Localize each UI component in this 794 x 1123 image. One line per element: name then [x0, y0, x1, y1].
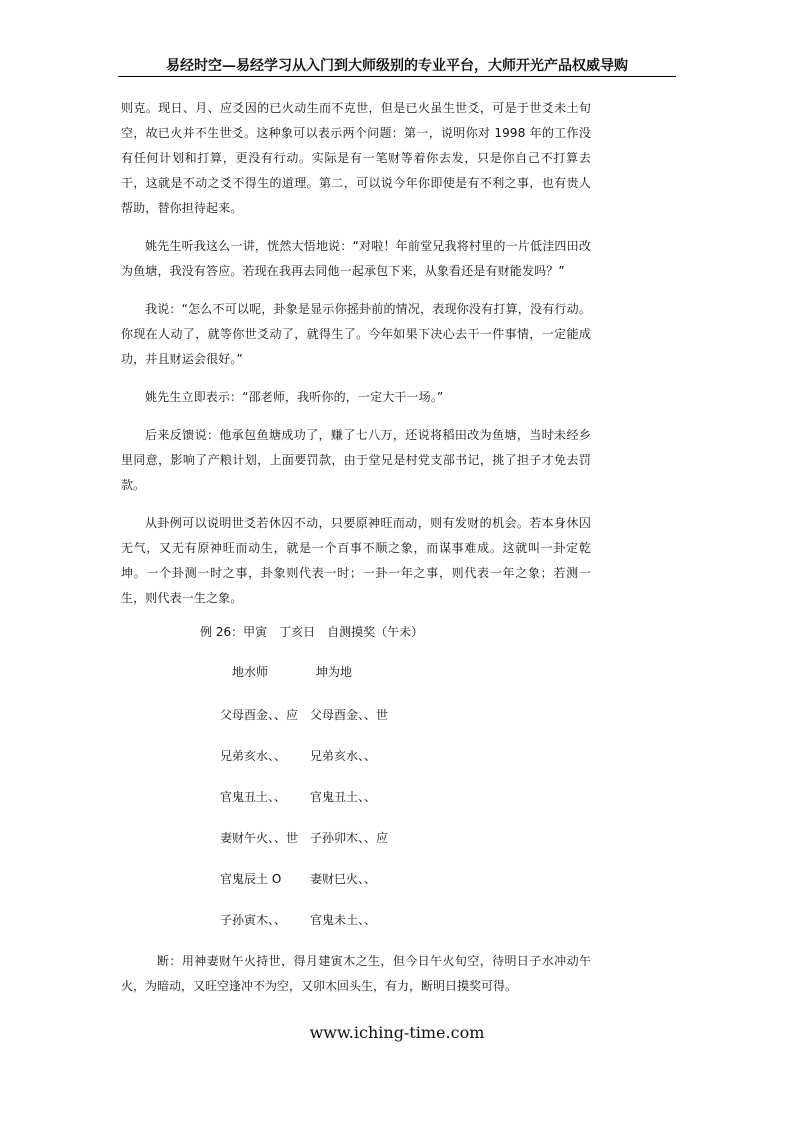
changed-line: 父母酉金、、世 — [310, 708, 389, 722]
original-line: 兄弟亥水、、 — [220, 749, 287, 763]
paragraph-4: 姚先生立即表示：“邵老师，我听你的，一定大干一场。” — [145, 390, 444, 404]
changed-line: 妻财巳火、、 — [310, 872, 377, 886]
paragraph-6: 从卦例可以说明世爻若休囚不动，只要原神旺而动，则有发财的机会。若本身休囚无气，又无有原神旺而动生，就是一个百事不顺之象，而谋事难成。这就叫一卦定乾坤。一个卦测一时之事，卦象则代表一时；一卦一年之事，则代表一年之象；若测一生，则代表一生之象。 — [121, 516, 591, 605]
header-divider — [118, 76, 676, 77]
original-line: 子孙寅木、、 — [220, 913, 287, 927]
paragraph-5: 后来反馈说：他承包鱼塘成功了，赚了七八万，还说将稻田改为鱼塘，当时未经乡里同意，影响了产粮计划，上面要罚款，由于堂兄是村党支部书记，挑了担子才免去罚款。 — [121, 428, 591, 492]
example-title: 例 26：甲寅 丁亥日 自测摸奖（午未） — [200, 625, 424, 639]
paragraph-1: 则克。现日、月、应爻因的已火动生而不克世，但是已火虽生世爻，可是于世爻未土旬空，故已火并不生世爻。这种象可以表示两个问题：第一，说明你对 1998 年的工作没有任何计划和打算，更没有行动。实际是有一笔财等着你去发，只是你自己不打算去干，这就是不动之爻不得生的道理。第二，可以说今年你即使是有不利之事，也有贵人帮助，替你担待起来。 — [121, 101, 591, 215]
changed-line: 官鬼未土、、 — [310, 913, 377, 927]
original-hexagram-name: 地水师 — [232, 665, 269, 679]
page-header: 易经时空—易经学习从入门到大师级别的专业平台，大师开光产品权威导购 — [166, 58, 628, 74]
body-text — [121, 96, 591, 624]
changed-hexagram-name: 坤为地 — [316, 665, 353, 679]
paragraph-3: 我说：“怎么不可以呢，卦象是显示你摇卦前的情况，表现你没有打算，没有行动。你现在人动了，就等你世爻动了，就得生了。今年如果下决心去干一件事情，一定能成功，并且财运会很好。” — [121, 302, 591, 366]
original-line: 官鬼辰土 O — [220, 872, 282, 886]
conclusion-paragraph: 断：用神妻财午火持世，得月建寅木之生，但今日午火旬空，待明日子水冲动午火，为暗动，又旺空逢冲不为空，又卯木回头生，有力，断明日摸奖可得。 — [121, 954, 591, 993]
changed-line: 子孙卯木、、应 — [310, 831, 389, 845]
original-line: 妻财午火、、世 — [220, 831, 299, 845]
paragraph-2: 姚先生听我这么一讲，恍然大悟地说：“对啦！年前堂兄我将村里的一片低洼四田改为鱼塘，我没有答应。若现在我再去同他一起承包下来，从象看还是有财能发吗？” — [121, 239, 591, 278]
original-line: 官鬼丑土、、 — [220, 790, 287, 804]
changed-line: 兄弟亥水、、 — [310, 749, 377, 763]
changed-line: 官鬼丑土、、 — [310, 790, 377, 804]
original-line: 父母酉金、、应 — [220, 708, 299, 722]
footer-url: www.iching-time.com — [309, 1023, 485, 1042]
